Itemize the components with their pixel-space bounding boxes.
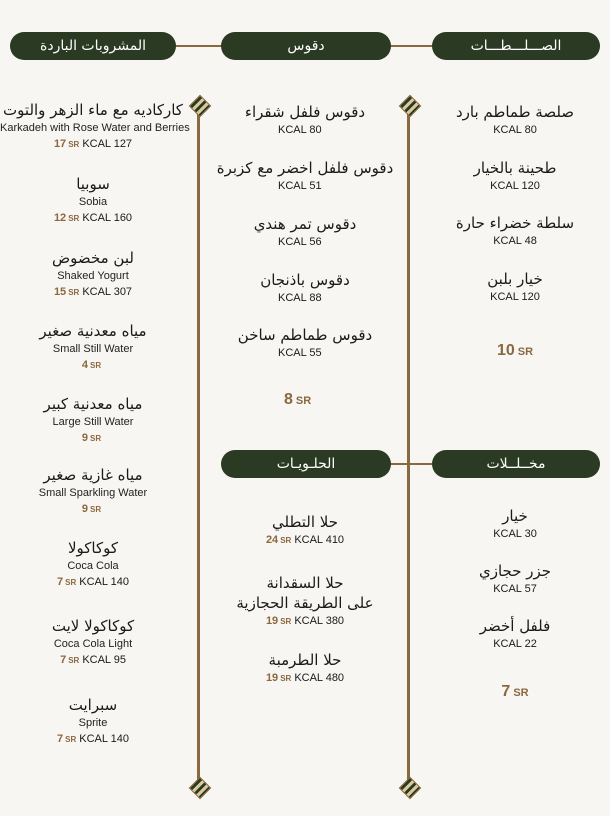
currency: SR [295, 395, 312, 407]
item-price: 7 [57, 576, 64, 588]
item-name: دقوس فلفل شقراء [244, 103, 366, 121]
item-price: 4 [81, 359, 88, 371]
item-kcal: KCAL 120 [490, 291, 540, 303]
item-kcal: KCAL 56 [278, 236, 322, 248]
item-kcal: KCAL 380 [294, 615, 345, 627]
item-name-en: Small Sparkling Water [38, 487, 148, 499]
item-name-line2: على الطريقة الحجازية [236, 594, 374, 612]
item-price: 19 [265, 672, 279, 684]
item-kcal: KCAL 51 [278, 180, 322, 192]
item-name: حلا الطرمبة [268, 651, 342, 669]
menu-item [210, 270, 400, 306]
item-name: مياه غازية صغير [43, 466, 143, 484]
item-name: سوبيا [76, 175, 110, 193]
menu-item [0, 321, 186, 374]
item-price: 24 [265, 534, 279, 546]
currency: SR [68, 140, 80, 149]
price-value: 7 [501, 683, 511, 700]
item-kcal: KCAL 55 [278, 347, 322, 359]
item-price-kcal [0, 731, 186, 748]
item-kcal: KCAL 80 [278, 124, 322, 136]
item-price: 19 [265, 615, 279, 627]
item-kcal: KCAL 48 [493, 235, 537, 247]
item-name: جزر حجازي [478, 562, 552, 580]
ornament-icon [399, 777, 422, 800]
item-price-kcal [0, 501, 186, 518]
item-kcal: KCAL 22 [493, 638, 537, 650]
item-name: حلا التطلي [271, 513, 339, 531]
menu-item [0, 174, 186, 227]
item-name: لبن مخضوض [52, 249, 134, 267]
item-name: كاركاديه مع ماء الزهر والتوت [3, 101, 183, 119]
item-price-kcal [210, 613, 400, 630]
item-name: كوكاكولا [67, 539, 119, 557]
section-price [425, 683, 605, 701]
menu-item [0, 394, 186, 447]
item-name: فلفل أخضر [479, 617, 551, 635]
item-price: 9 [81, 503, 88, 515]
item-kcal: KCAL 480 [294, 672, 345, 684]
item-kcal: KCAL 95 [82, 654, 126, 666]
item-kcal: KCAL 30 [493, 528, 537, 540]
currency: SR [280, 617, 292, 626]
item-kcal: KCAL 140 [79, 576, 129, 588]
item-kcal: KCAL 160 [82, 212, 133, 224]
currency: SR [68, 214, 80, 223]
header-salads: الصـــلـــطـــات [432, 32, 600, 60]
item-price-kcal [0, 430, 186, 447]
item-price-kcal [210, 670, 400, 687]
menu-item [210, 325, 400, 361]
item-price: 17 [53, 138, 67, 150]
header-pickles: مخــلــلات [432, 450, 600, 478]
header-sweets: الحلـويـات [221, 450, 391, 478]
item-name: سلطة خضراء حارة [455, 214, 575, 232]
section-price [210, 391, 400, 409]
dips-column [210, 0, 400, 816]
item-name: دقوس تمر هندي [253, 215, 357, 233]
currency: SR [280, 536, 292, 545]
item-name: صلصة طماطم بارد [455, 103, 575, 121]
currency: SR [513, 687, 529, 699]
menu-item [210, 102, 400, 138]
item-price-kcal [0, 136, 186, 153]
item-kcal: KCAL 140 [79, 733, 129, 745]
menu-item [210, 512, 400, 549]
item-name-en: Sprite [78, 717, 108, 729]
header-cold-drinks: المشروبات الباردة [10, 32, 176, 60]
item-name-en: Coca Cola Light [53, 638, 133, 650]
menu-item [425, 561, 605, 597]
left-column-divider [197, 100, 200, 785]
pickles-column [425, 0, 605, 816]
item-kcal: KCAL 410 [294, 534, 345, 546]
item-kcal: KCAL 80 [493, 124, 537, 136]
item-kcal: KCAL 307 [82, 286, 133, 298]
menu-item [210, 573, 400, 630]
item-price: 15 [53, 286, 67, 298]
menu-item [425, 616, 605, 652]
item-price: 9 [81, 432, 88, 444]
item-kcal: KCAL 88 [278, 292, 322, 304]
item-name: كوكاكولا لايت [51, 617, 135, 635]
item-name: حلا السقدانة [266, 574, 344, 592]
price-value: 8 [284, 391, 293, 408]
item-price-kcal [0, 574, 186, 591]
item-price-kcal [210, 532, 400, 549]
menu-item [0, 538, 186, 591]
menu-item [210, 158, 400, 194]
ornament-icon [189, 95, 212, 118]
item-name-en: Large Still Water [52, 416, 134, 428]
item-name: دقوس باذنجان [260, 271, 350, 289]
ornament-icon [399, 95, 422, 118]
currency: SR [90, 434, 102, 443]
currency: SR [90, 361, 102, 370]
ornament-icon [189, 777, 212, 800]
menu-item [210, 214, 400, 250]
item-name: دقوس طماطم ساخن [237, 326, 373, 344]
right-column-divider [407, 100, 410, 785]
item-name: مياه معدنية كبير [43, 395, 143, 413]
item-price-kcal [0, 652, 186, 669]
menu-item [0, 695, 186, 748]
item-price: 7 [57, 733, 64, 745]
item-name: طحينة بالخيار [473, 159, 557, 177]
cold-drinks-column [0, 0, 190, 816]
item-name-en: Coca Cola [67, 560, 119, 572]
item-price-kcal [0, 210, 186, 227]
item-kcal: KCAL 57 [493, 583, 537, 595]
currency: SR [65, 735, 77, 744]
menu-item [425, 506, 605, 542]
item-name-en: Shaked Yogurt [57, 270, 129, 282]
header-dips: دقوس [221, 32, 391, 60]
item-price: 12 [53, 212, 67, 224]
item-name: دقوس فلفل اخضر مع كزبرة [216, 159, 394, 177]
item-name: سبرايت [68, 696, 118, 714]
currency: SR [68, 656, 80, 665]
menu-item [0, 100, 190, 153]
currency: SR [90, 505, 102, 514]
menu-item [0, 465, 186, 518]
currency: SR [68, 288, 80, 297]
price-value: 10 [496, 342, 515, 359]
currency: SR [517, 346, 534, 358]
item-kcal: KCAL 127 [82, 138, 133, 150]
menu-item [0, 248, 186, 301]
item-name-en: Sobia [78, 196, 108, 208]
menu-item [210, 650, 400, 687]
menu-item [0, 616, 186, 669]
item-name: مياه معدنية صغير [39, 322, 147, 340]
item-kcal: KCAL 120 [490, 180, 540, 192]
item-price-kcal [0, 284, 186, 301]
currency: SR [280, 674, 292, 683]
item-name-en: Karkadeh with Rose Water and Berries [0, 122, 190, 134]
item-price: 7 [60, 654, 67, 666]
item-name: خيار [502, 507, 528, 525]
item-name: خيار بلبن [487, 270, 543, 288]
item-price-kcal [0, 357, 186, 374]
item-name-en: Small Still Water [52, 343, 134, 355]
currency: SR [65, 578, 77, 587]
